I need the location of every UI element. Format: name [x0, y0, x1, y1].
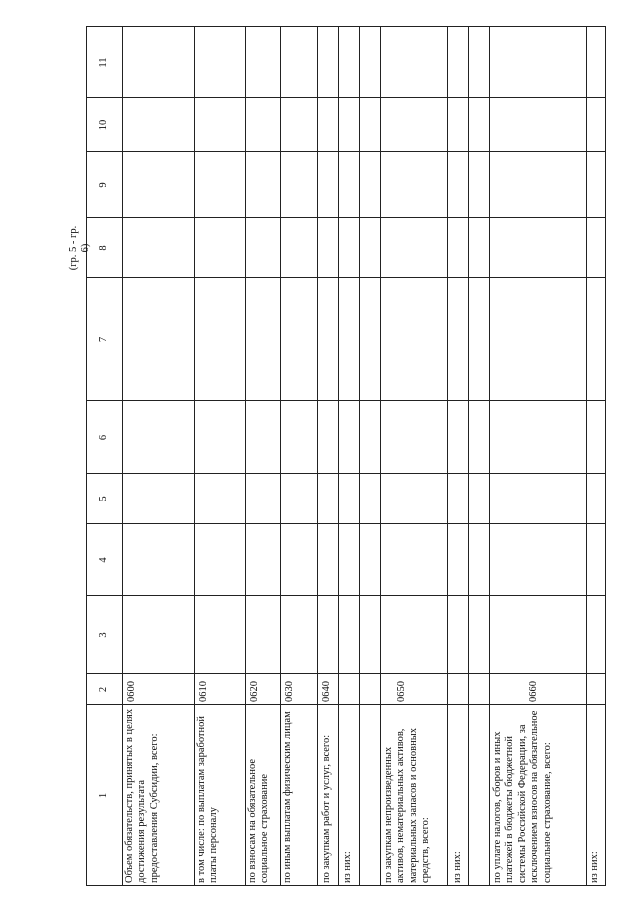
- row-label-0630: по иным выплатам физическим лицам: [282, 711, 293, 883]
- col-border-2: [86, 673, 606, 674]
- header-separator: [122, 26, 123, 886]
- row-code-0660: 0660: [528, 681, 539, 702]
- row-border-7: [380, 26, 381, 886]
- header-col-7: 7: [98, 336, 109, 343]
- header-col-4: 4: [98, 557, 109, 563]
- col-border-10: [86, 97, 606, 98]
- row-code-0640: 0640: [321, 681, 332, 702]
- col-border-7: [86, 277, 606, 278]
- col-border-9: [86, 151, 606, 152]
- header-col-2: 2: [98, 686, 109, 693]
- table-border-top: [86, 26, 87, 886]
- row-border-6: [359, 26, 360, 886]
- col-border-5: [86, 473, 606, 474]
- report-table: [68, 26, 606, 886]
- col-border-6: [86, 400, 606, 401]
- row-label-0650-sub: из них:: [452, 851, 463, 883]
- row-label-0600: Объем обязательств, принятых в целях достижения результата предоставления Субсидии, всего:: [124, 708, 160, 883]
- header-col-3: 3: [98, 632, 109, 638]
- table-grid: [68, 26, 606, 886]
- row-border-9: [468, 26, 469, 886]
- header-col-11: 11: [98, 57, 109, 68]
- row-code-0620: 0620: [249, 681, 260, 702]
- row-code-0650: 0650: [396, 681, 407, 702]
- row-border-1: [194, 26, 195, 886]
- row-label-0640-sub: из них:: [342, 851, 353, 883]
- col-border-11: [86, 26, 606, 27]
- row-label-0620: по взносам на обязательное социальное страхование: [247, 759, 271, 883]
- header-col-9: 9: [98, 182, 109, 188]
- header-col-6: 6: [98, 434, 109, 441]
- header-col-1: 1: [98, 792, 109, 799]
- row-border-4: [317, 26, 318, 886]
- col-border-0: [86, 885, 606, 886]
- row-label-0610: в том числе: по выплатам заработной платы персоналу: [196, 715, 220, 883]
- row-label-0660: по уплате налогов, сборов и иных платежей в бюджеты бюджетной системы Российской Федерации, за исключением взносов на обязательное социальное страхование, всего:: [492, 710, 553, 883]
- table-border-bottom: [605, 26, 606, 886]
- header-col-10: 10: [98, 119, 109, 131]
- row-label-0650: по закупкам непроизведенных активов, нематериальных активов, материальных запасов и основных средств, всего:: [383, 727, 432, 883]
- row-border-5: [338, 26, 339, 886]
- row-border-10: [489, 26, 490, 886]
- row-label-0640: по закупкам работ и услуг, всего:: [321, 734, 332, 883]
- row-border-3: [280, 26, 281, 886]
- row-code-0600: 0600: [126, 681, 137, 702]
- col-border-4: [86, 523, 606, 524]
- row-border-11: [586, 26, 587, 886]
- col-border-8: [86, 217, 606, 218]
- col-border-1: [86, 704, 606, 705]
- col-border-3: [86, 595, 606, 596]
- row-border-2: [245, 26, 246, 886]
- row-border-8: [447, 26, 448, 886]
- header-col-8: 8: [98, 245, 109, 251]
- row-code-0610: 0610: [198, 681, 209, 702]
- header-col-8-note: (гр. 5 - гр. 6): [68, 225, 91, 271]
- row-label-0660-sub: из них:: [589, 851, 600, 883]
- row-code-0630: 0630: [284, 681, 295, 702]
- header-col-5: 5: [98, 496, 109, 502]
